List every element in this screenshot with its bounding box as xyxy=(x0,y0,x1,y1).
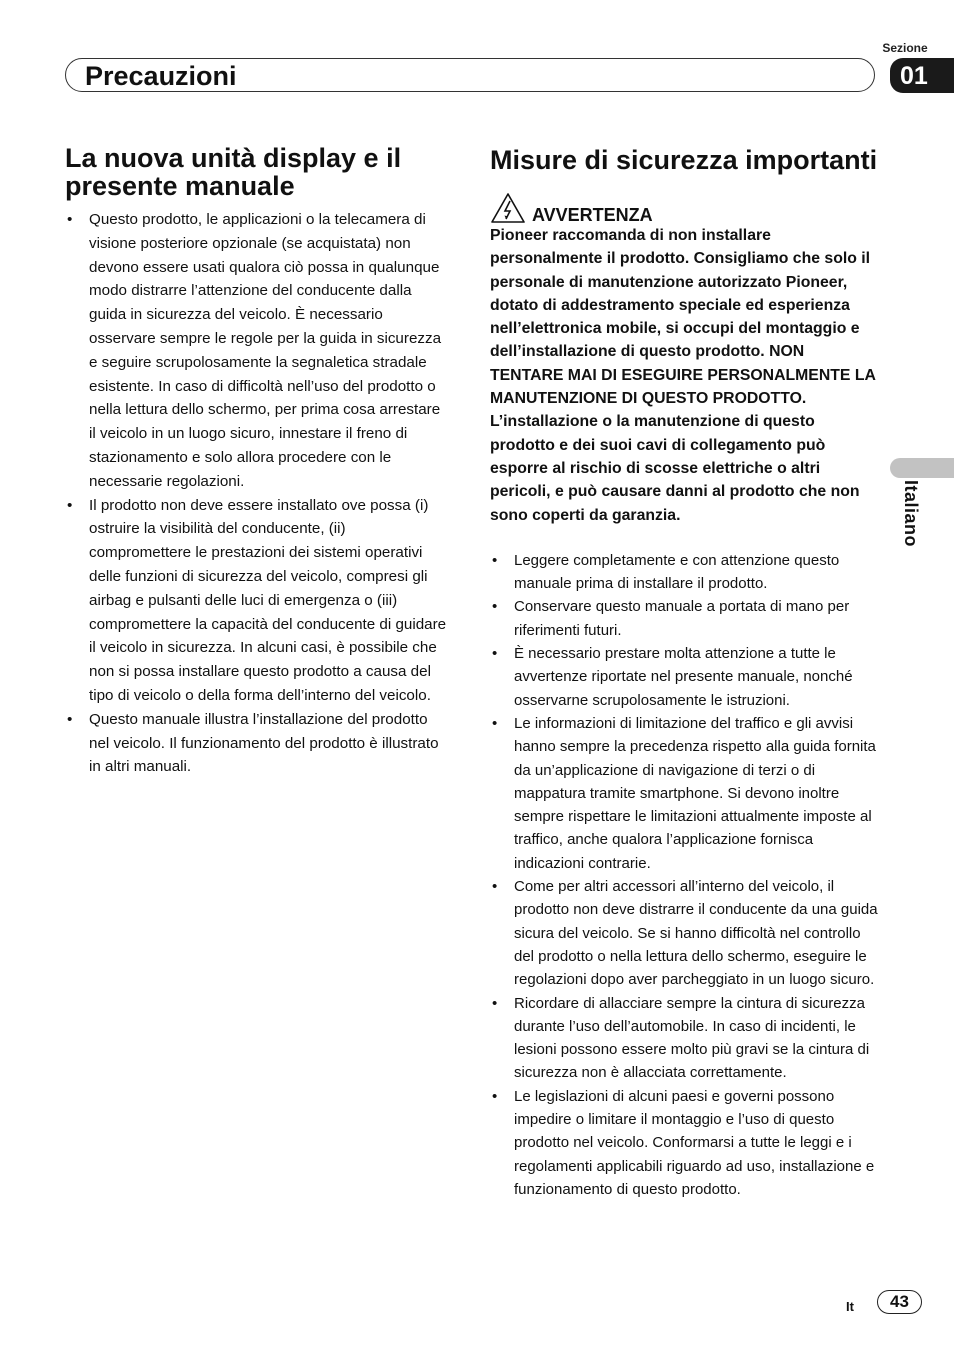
right-bullet-list xyxy=(490,549,880,1201)
list-item: • È necessario prestare molta attenzione a tutte le avvertenze riportate nel presente manuale, nonché osservarne scrupolosamente le istruzioni. xyxy=(490,642,880,712)
list-item: • Questo prodotto, le applicazioni o la telecamera di visione posteriore opzionale (se acquistata) non devono essere usati qualora ciò possa in qualunque modo distrarre l’attenzione del conducente dalla guida in sicurezza del veicolo. È necessario osservare sempre le regole per la guida in sicurezza e seguire scrupolosamente la segnaletica stradale esistente. In caso di difficoltà nell’uso del prodotto o nella lettura dello schermo, per prima cosa arrestare il veicolo in un luogo sicuro, innestare il freno di stazionamento e solo allora procedere con le necessarie regolazioni. xyxy=(65,208,450,494)
warning-body: Pioneer raccomanda di non installare personalmente il prodotto. Consigliamo che solo il personale di manutenzione autorizzato Pioneer, dotato di addestramento speciale ed esperienza nell’elettronica mobile, si occupi del montaggio e dell’installazione di questo prodotto. NON TENTARE MAI DI ESEGUIRE PERSONALMENTE LA MANUTENZIONE DI QUESTO PRODOTTO. L’installazione o la manutenzione di questo prodotto e dei suoi cavi di collegamento può esporre al rischio di scosse elettriche o altri pericoli, e può causare danni al prodotto che non sono coperti da garanzia. xyxy=(490,227,876,524)
footer-language-code: It xyxy=(846,1299,854,1314)
left-bullet-list xyxy=(65,208,450,779)
list-item: • Le informazioni di limitazione del traffico e gli avvisi hanno sempre la precedenza rispetto alla guida fornita da un’applicazione di navigazione di terzi o di mappatura tramite smartphone. Si devono inoltre sempre rispettare le limitazioni attualmente imposte al traffico, anche qualora l’applicazione fornisca indicazioni contrarie. xyxy=(490,712,880,875)
page-title: Precauzioni xyxy=(85,61,237,91)
page-number: 43 xyxy=(877,1290,922,1314)
language-tab xyxy=(890,458,954,478)
warning-title: AVVERTENZA xyxy=(532,205,653,225)
electric-shock-warning-icon xyxy=(490,192,526,224)
left-heading: La nuova unità display e il presente manuale xyxy=(65,143,402,201)
list-item: • Leggere completamente e con attenzione questo manuale prima di installare il prodotto. xyxy=(490,549,880,596)
list-item: • Come per altri accessori all’interno del veicolo, il prodotto non deve distrarre il conducente da una guida sicura del veicolo. Se si hanno difficoltà nel controllo del prodotto o nella lettura dello schermo, eseguire le regolazioni dopo aver parcheggiato in un luogo sicuro. xyxy=(490,875,880,991)
list-item: • Conservare questo manuale a portata di mano per riferimenti futuri. xyxy=(490,595,880,642)
warning-header xyxy=(490,190,880,224)
list-item: • Il prodotto non deve essere installato ove possa (i) ostruire la visibilità del conducente, (ii) compromettere le prestazioni dei sistemi operativi delle funzioni di sicurezza del veicolo, compresi gli airbag e pulsanti delle luci di emergenza o (iii) compromettere la capacità del conducente di guidare il veicolo in sicurezza. In alcuni casi, è possibile che non si possa installare questo prodotto a causa del tipo di veicolo o della forma dell’interno del veicolo. xyxy=(65,494,450,708)
sezione-label: Sezione xyxy=(882,41,928,55)
list-item: • Questo manuale illustra l’installazione del prodotto nel veicolo. Il funzionamento del prodotto è illustrato in altri manuali. xyxy=(65,708,450,779)
list-item: • Le legislazioni di alcuni paesi e governi possono impedire o limitare il montaggio e l’uso di questo prodotto nel veicolo. Conformarsi a tutte le leggi e i regolamenti applicabili riguardo ad uso, installazione e funzionamento di questo prodotto. xyxy=(490,1085,880,1201)
right-column xyxy=(490,146,880,1201)
sezione-number: 01 xyxy=(890,58,954,93)
right-heading: Misure di sicurezza importanti xyxy=(490,145,878,175)
left-column xyxy=(65,144,450,779)
list-item: • Ricordare di allacciare sempre la cintura di sicurezza durante l’uso dell’automobile. In caso di incidenti, le lesioni possono essere molto più gravi se la cintura di sicurezza non è allacciata correttamente. xyxy=(490,992,880,1085)
language-label: Italiano xyxy=(901,480,921,548)
